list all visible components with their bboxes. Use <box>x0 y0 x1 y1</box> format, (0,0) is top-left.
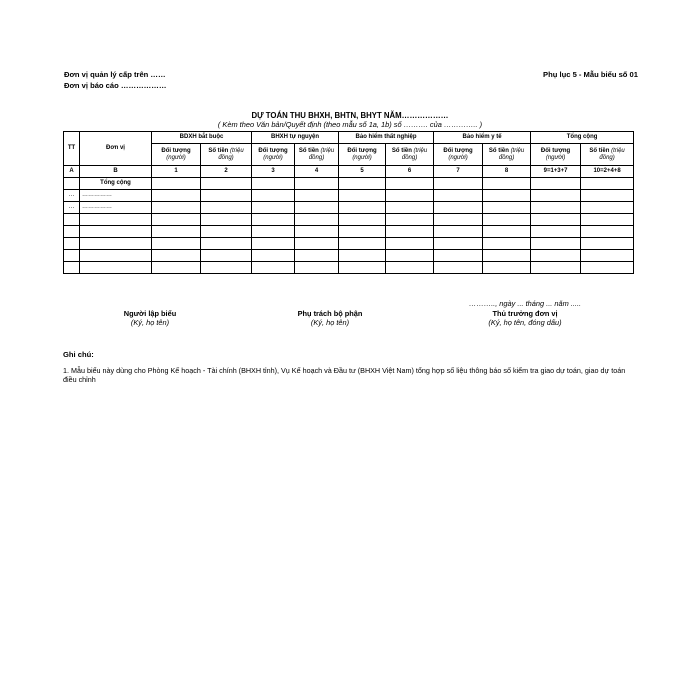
row-unit: …………… <box>80 190 152 202</box>
notes-title: Ghi chú: <box>63 350 94 359</box>
dept-role: Phụ trách bộ phận <box>297 309 363 318</box>
table-row <box>64 250 634 262</box>
row-unit: …………… <box>80 202 152 214</box>
index-cell: 10=2+4+8 <box>581 166 634 178</box>
appendix-label: Phụ lục 5 - Mẫu biểu số 01 <box>543 70 638 79</box>
sub-header-money: Số tiền (triệu đồng) <box>483 144 531 166</box>
group-header-row <box>64 132 634 144</box>
preparer-role: Người lập biểu <box>123 309 177 318</box>
index-cell: 2 <box>201 166 252 178</box>
header-left <box>64 69 166 91</box>
reporting-unit-line: Đơn vị báo cáo ……………… <box>64 81 167 90</box>
dept-note: (Ký, họ tên) <box>310 318 350 327</box>
total-label: Tổng cộng <box>80 178 152 190</box>
sub-header-objects: Đối tượng (người) <box>531 144 581 166</box>
group-header: Tổng cộng <box>531 132 634 144</box>
group-header: BHXH tự nguyện <box>252 132 339 144</box>
group-header: BDXH bắt buộc <box>152 132 252 144</box>
sub-header-money: Số tiền (triệu đồng) <box>581 144 634 166</box>
supervising-unit-line: Đơn vị quản lý cấp trên …… <box>64 70 166 79</box>
date-line: ……….., ngày ... tháng ... năm ..... <box>468 299 582 308</box>
head-note: (Ký, họ tên, đóng dấu) <box>488 318 562 327</box>
head-role: Thủ trưởng đơn vị <box>492 309 558 318</box>
index-cell: A <box>64 166 80 178</box>
index-cell: 8 <box>483 166 531 178</box>
index-cell: 6 <box>386 166 434 178</box>
index-cell: 4 <box>295 166 339 178</box>
index-cell: B <box>80 166 152 178</box>
column-index-row <box>64 166 634 178</box>
index-cell: 9=1+3+7 <box>531 166 581 178</box>
group-header: Bảo hiểm y tế <box>434 132 531 144</box>
index-cell: 5 <box>339 166 386 178</box>
preparer-note: (Ký, họ tên) <box>130 318 170 327</box>
sub-header-money: Số tiền (triệu đồng) <box>386 144 434 166</box>
sub-header-objects: Đối tượng (người) <box>252 144 295 166</box>
head-signature <box>460 309 590 327</box>
notes-item: 1. Mẫu biểu này dùng cho Phòng Kế hoạch - Tài chính (BHXH tỉnh), Vụ Kế hoạch và Đầu tư (BHXH Việt Nam) tổng hợp số liệu thông báo số kiểm tra giao dự toán, giao dự toán điều chỉnh <box>63 366 626 384</box>
sub-header-objects: Đối tượng (người) <box>339 144 386 166</box>
total-row <box>64 178 634 190</box>
table-row <box>64 202 634 214</box>
col-unit-header: Đơn vị <box>80 132 152 166</box>
dept-signature <box>270 309 390 327</box>
table-row <box>64 238 634 250</box>
index-cell: 1 <box>152 166 201 178</box>
table-row <box>64 190 634 202</box>
sub-header-objects: Đối tượng (người) <box>152 144 201 166</box>
sub-header-objects: Đối tượng (người) <box>434 144 483 166</box>
table-row <box>64 214 634 226</box>
estimate-table <box>63 131 634 274</box>
group-header: Bảo hiểm thất nghiệp <box>339 132 434 144</box>
sub-header-money: Số tiền (triệu đồng) <box>201 144 252 166</box>
index-cell: 7 <box>434 166 483 178</box>
col-tt-header: TT <box>64 132 80 166</box>
sub-header-money: Số tiền (triệu đồng) <box>295 144 339 166</box>
document-title: DỰ TOÁN THU BHXH, BHTN, BHYT NĂM……………… <box>251 111 449 120</box>
row-tt: … <box>64 190 80 202</box>
table-row <box>64 226 634 238</box>
index-cell: 3 <box>252 166 295 178</box>
table-row <box>64 262 634 274</box>
row-tt: … <box>64 202 80 214</box>
preparer-signature <box>100 309 200 327</box>
document-subtitle: ( Kèm theo Văn bản/Quyết định (theo mẫu số 1a, 1b) số ………. của ………….. ) <box>217 120 483 129</box>
